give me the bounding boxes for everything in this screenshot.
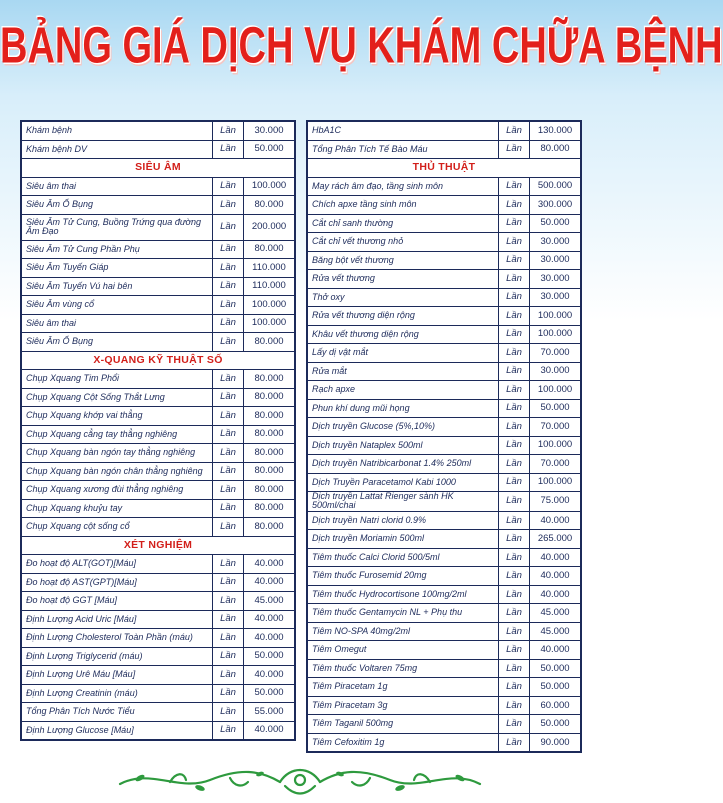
service-name: Đo hoạt độ AST(GPT)[Máu] (22, 573, 213, 592)
service-name: Cắt chỉ vết thương nhỏ (308, 233, 499, 252)
table-row (22, 407, 295, 426)
price-cell: 60.000 (530, 696, 581, 715)
unit-cell: Lần (499, 511, 530, 530)
price-cell: 70.000 (530, 418, 581, 437)
service-name: Chụp Xquang cẳng tay thẳng nghiêng (22, 425, 213, 444)
unit-cell: Lần (213, 122, 244, 141)
table-row (22, 555, 295, 574)
service-name: Chụp Xquang bàn ngón chân thẳng nghiêng (22, 462, 213, 481)
price-cell: 100.000 (530, 381, 581, 400)
service-name: Chụp Xquang xương đùi thẳng nghiêng (22, 481, 213, 500)
unit-cell: Lần (499, 530, 530, 549)
price-cell: 45.000 (530, 604, 581, 623)
table-row (22, 196, 295, 215)
price-cell: 50.000 (530, 659, 581, 678)
table-row (308, 307, 581, 326)
price-cell: 500.000 (530, 177, 581, 196)
service-name: Băng bột vết thương (308, 251, 499, 270)
section-title: X-QUANG KỸ THUẬT SỐ (22, 351, 295, 370)
table-row (308, 678, 581, 697)
price-cell: 55.000 (244, 703, 295, 722)
unit-cell: Lần (213, 259, 244, 278)
price-cell: 40.000 (530, 511, 581, 530)
unit-cell: Lần (499, 270, 530, 289)
service-name: Chụp Xquang cột sống cổ (22, 518, 213, 537)
price-cell: 50.000 (530, 214, 581, 233)
unit-cell: Lần (213, 240, 244, 259)
service-name: Lấy dị vật mắt (308, 344, 499, 363)
service-name: Siêu Âm Tử Cung Phần Phụ (22, 240, 213, 259)
service-name: Định Lượng Urê Máu [Máu] (22, 666, 213, 685)
price-cell: 80.000 (244, 481, 295, 500)
unit-cell: Lần (499, 196, 530, 215)
table-row (22, 140, 295, 159)
table-row (308, 715, 581, 734)
price-cell: 50.000 (244, 140, 295, 159)
service-name: HbA1C (308, 122, 499, 141)
price-cell: 80.000 (244, 425, 295, 444)
table-row (22, 481, 295, 500)
price-cell: 40.000 (244, 629, 295, 648)
service-name: Tiêm Piracetam 3g (308, 696, 499, 715)
price-cell: 80.000 (244, 240, 295, 259)
service-name: Tiêm thuốc Calci Clorid 500/5ml (308, 548, 499, 567)
price-cell: 100.000 (244, 296, 295, 315)
section-title: SIÊU ÂM (22, 159, 295, 178)
service-name: Cắt chỉ sanh thường (308, 214, 499, 233)
table-row (22, 177, 295, 196)
service-name: Dịch truyền Natribicarbonat 1.4% 250ml (308, 455, 499, 474)
table-row (308, 567, 581, 586)
price-cell: 80.000 (530, 140, 581, 159)
table-row (308, 418, 581, 437)
service-name: Chụp Xquang khuỷu tay (22, 499, 213, 518)
price-cell: 100.000 (530, 473, 581, 492)
table-row (22, 610, 295, 629)
price-cell: 70.000 (530, 455, 581, 474)
table-row (22, 592, 295, 611)
unit-cell: Lần (213, 407, 244, 426)
table-row (308, 196, 581, 215)
unit-cell: Lần (499, 455, 530, 474)
service-name: Chụp Xquang Cột Sống Thắt Lưng (22, 388, 213, 407)
floral-ornament-divider (110, 762, 490, 798)
service-name: Khám bệnh DV (22, 140, 213, 159)
table-row (22, 629, 295, 648)
unit-cell: Lần (499, 325, 530, 344)
service-name: Dịch truyền Nataplex 500ml (308, 436, 499, 455)
unit-cell: Lần (213, 499, 244, 518)
table-row (308, 455, 581, 474)
unit-cell: Lần (499, 696, 530, 715)
table-row (308, 362, 581, 381)
table-row (308, 622, 581, 641)
unit-cell: Lần (499, 715, 530, 734)
service-name: Tiêm NO-SPA 40mg/2ml (308, 622, 499, 641)
price-cell: 45.000 (530, 622, 581, 641)
price-cell: 40.000 (244, 666, 295, 685)
table-row (308, 140, 581, 159)
table-row (308, 604, 581, 623)
table-row (308, 214, 581, 233)
service-name: Dịch Truyền Paracetamol Kabi 1000 (308, 473, 499, 492)
price-cell: 110.000 (244, 277, 295, 296)
unit-cell: Lần (213, 333, 244, 352)
price-cell: 40.000 (244, 573, 295, 592)
unit-cell: Lần (499, 140, 530, 159)
unit-cell: Lần (499, 492, 530, 512)
price-cell: 30.000 (530, 288, 581, 307)
unit-cell: Lần (213, 314, 244, 333)
page-title: BẢNG GIÁ DỊCH VỤ KHÁM CHỮA BỆNH (0, 18, 723, 75)
price-cell: 80.000 (244, 499, 295, 518)
table-row (22, 296, 295, 315)
price-cell: 30.000 (530, 233, 581, 252)
service-name: Đo hoạt độ GGT [Máu] (22, 592, 213, 611)
price-cell: 30.000 (530, 270, 581, 289)
service-name: Dịch truyền Moriamin 500ml (308, 530, 499, 549)
service-name: Siêu âm thai (22, 314, 213, 333)
service-name: Rửa vết thương diện rộng (308, 307, 499, 326)
price-cell: 40.000 (530, 641, 581, 660)
service-name: Tiêm thuốc Voltaren 75mg (308, 659, 499, 678)
table-row (22, 518, 295, 537)
service-name: Tiêm thuốc Gentamycin NL + Phụ thu (308, 604, 499, 623)
service-name: Dịch truyền Natri clorid 0.9% (308, 511, 499, 530)
table-row (22, 314, 295, 333)
price-cell: 50.000 (244, 684, 295, 703)
service-name: Siêu Âm vùng cổ (22, 296, 213, 315)
price-cell: 100.000 (530, 307, 581, 326)
unit-cell: Lần (213, 610, 244, 629)
table-row (22, 462, 295, 481)
unit-cell: Lần (499, 622, 530, 641)
unit-cell: Lần (499, 344, 530, 363)
service-name: Tổng Phân Tích Nước Tiểu (22, 703, 213, 722)
price-cell: 40.000 (530, 548, 581, 567)
unit-cell: Lần (499, 307, 530, 326)
price-cell: 30.000 (244, 122, 295, 141)
section-title: XÉT NGHIỆM (22, 536, 295, 555)
price-cell: 45.000 (244, 592, 295, 611)
unit-cell: Lần (499, 214, 530, 233)
unit-cell: Lần (499, 733, 530, 752)
service-name: Định Lượng Acid Uric [Máu] (22, 610, 213, 629)
table-row (308, 399, 581, 418)
unit-cell: Lần (499, 473, 530, 492)
unit-cell: Lần (499, 585, 530, 604)
unit-cell: Lần (213, 425, 244, 444)
price-cell: 100.000 (244, 177, 295, 196)
table-row (308, 177, 581, 196)
service-name: Siêu âm thai (22, 177, 213, 196)
service-name: Dịch truyền Lattat Rienger sành HK 500ml/chai (308, 492, 499, 512)
table-row (308, 251, 581, 270)
table-row (308, 344, 581, 363)
unit-cell: Lần (499, 362, 530, 381)
unit-cell: Lần (213, 573, 244, 592)
unit-cell: Lần (213, 592, 244, 611)
unit-cell: Lần (213, 140, 244, 159)
service-name: Khám bệnh (22, 122, 213, 141)
table-row (22, 666, 295, 685)
service-name: Chụp Xquang bàn ngón tay thẳng nghiêng (22, 444, 213, 463)
service-name: Siêu Âm Tuyến Giáp (22, 259, 213, 278)
table-row (308, 325, 581, 344)
table-row (22, 721, 295, 740)
table-row (308, 492, 581, 512)
table-row (22, 240, 295, 259)
service-name: Chụp Xquang khớp vai thẳng (22, 407, 213, 426)
table-row (308, 381, 581, 400)
unit-cell: Lần (213, 462, 244, 481)
service-name: Dịch truyền Glucose (5%,10%) (308, 418, 499, 437)
table-row (308, 511, 581, 530)
table-row (22, 647, 295, 666)
price-cell: 80.000 (244, 333, 295, 352)
price-cell: 40.000 (244, 555, 295, 574)
service-name: Rửa vết thương (308, 270, 499, 289)
service-name: Tổng Phân Tích Tế Bào Máu (308, 140, 499, 159)
table-row (22, 122, 295, 141)
price-cell: 80.000 (244, 444, 295, 463)
price-cell: 40.000 (244, 610, 295, 629)
unit-cell: Lần (499, 251, 530, 270)
table-row (308, 585, 581, 604)
price-cell: 40.000 (244, 721, 295, 740)
price-cell: 200.000 (244, 214, 295, 240)
unit-cell: Lần (213, 721, 244, 740)
service-name: Tiêm Piracetam 1g (308, 678, 499, 697)
unit-cell: Lần (499, 567, 530, 586)
service-name: Định Lượng Creatinin (máu) (22, 684, 213, 703)
table-row (22, 214, 295, 240)
price-cell: 50.000 (530, 715, 581, 734)
unit-cell: Lần (499, 177, 530, 196)
unit-cell: Lần (213, 177, 244, 196)
unit-cell: Lần (499, 233, 530, 252)
price-cell: 70.000 (530, 344, 581, 363)
unit-cell: Lần (213, 518, 244, 537)
price-cell: 300.000 (530, 196, 581, 215)
unit-cell: Lần (213, 555, 244, 574)
service-name: Chích apxe tầng sinh môn (308, 196, 499, 215)
unit-cell: Lần (213, 277, 244, 296)
unit-cell: Lần (499, 418, 530, 437)
table-row (308, 659, 581, 678)
table-row (22, 259, 295, 278)
service-name: Siêu Âm Tuyến Vú hai bên (22, 277, 213, 296)
unit-cell: Lần (213, 684, 244, 703)
table-row (308, 473, 581, 492)
section-header (308, 159, 581, 178)
service-name: Tiêm Taganil 500mg (308, 715, 499, 734)
price-cell: 80.000 (244, 518, 295, 537)
service-name: Tiêm thuốc Furosemid 20mg (308, 567, 499, 586)
price-cell: 80.000 (244, 196, 295, 215)
service-name: Siêu Âm Tử Cung, Buồng Trứng qua đường Âm Đạo (22, 214, 213, 240)
table-row (22, 370, 295, 389)
unit-cell: Lần (499, 122, 530, 141)
unit-cell: Lần (499, 399, 530, 418)
table-row (308, 233, 581, 252)
table-row (308, 122, 581, 141)
service-name: May rách âm đạo, tầng sinh môn (308, 177, 499, 196)
price-cell: 90.000 (530, 733, 581, 752)
table-row (308, 733, 581, 752)
price-table-right (306, 120, 582, 753)
service-name: Tiêm Cefoxitim 1g (308, 733, 499, 752)
price-cell: 100.000 (530, 325, 581, 344)
unit-cell: Lần (213, 196, 244, 215)
service-name: Rửa mắt (308, 362, 499, 381)
price-table-left (20, 120, 296, 741)
unit-cell: Lần (213, 647, 244, 666)
price-cell: 75.000 (530, 492, 581, 512)
table-row (308, 288, 581, 307)
price-cell: 100.000 (530, 436, 581, 455)
price-cell: 30.000 (530, 362, 581, 381)
unit-cell: Lần (499, 678, 530, 697)
unit-cell: Lần (213, 481, 244, 500)
price-cell: 50.000 (530, 399, 581, 418)
section-title: THỦ THUẬT (308, 159, 581, 178)
service-name: Định Lượng Glucose [Máu] (22, 721, 213, 740)
price-cell: 265.000 (530, 530, 581, 549)
service-name: Định Lượng Triglycerid (máu) (22, 647, 213, 666)
service-name: Chụp Xquang Tim Phổi (22, 370, 213, 389)
table-row (22, 388, 295, 407)
section-header (22, 351, 295, 370)
unit-cell: Lần (499, 659, 530, 678)
service-name: Tiêm thuốc Hydrocortisone 100mg/2ml (308, 585, 499, 604)
price-cell: 40.000 (530, 585, 581, 604)
unit-cell: Lần (499, 288, 530, 307)
table-row (308, 530, 581, 549)
price-cell: 80.000 (244, 462, 295, 481)
service-name: Siêu Âm Ổ Bụng (22, 196, 213, 215)
price-cell: 100.000 (244, 314, 295, 333)
price-cell: 80.000 (244, 407, 295, 426)
service-name: Siêu Âm Ổ Bụng (22, 333, 213, 352)
unit-cell: Lần (213, 629, 244, 648)
table-row (22, 684, 295, 703)
price-cell: 50.000 (244, 647, 295, 666)
unit-cell: Lần (213, 214, 244, 240)
service-name: Định Lượng Cholesterol Toàn Phần (máu) (22, 629, 213, 648)
unit-cell: Lần (213, 444, 244, 463)
table-row (308, 270, 581, 289)
table-row (308, 696, 581, 715)
table-row (308, 548, 581, 567)
price-cell: 80.000 (244, 370, 295, 389)
service-name: Đo hoạt độ ALT(GOT)[Máu] (22, 555, 213, 574)
unit-cell: Lần (499, 548, 530, 567)
unit-cell: Lần (499, 604, 530, 623)
table-row (308, 436, 581, 455)
unit-cell: Lần (213, 666, 244, 685)
table-row (22, 277, 295, 296)
service-name: Tiêm Omegut (308, 641, 499, 660)
price-cell: 130.000 (530, 122, 581, 141)
section-header (22, 159, 295, 178)
price-cell: 30.000 (530, 251, 581, 270)
table-row (22, 444, 295, 463)
unit-cell: Lần (499, 641, 530, 660)
unit-cell: Lần (213, 388, 244, 407)
unit-cell: Lần (213, 703, 244, 722)
section-header (22, 536, 295, 555)
table-row (22, 703, 295, 722)
unit-cell: Lần (213, 370, 244, 389)
unit-cell: Lần (499, 381, 530, 400)
table-row (22, 499, 295, 518)
unit-cell: Lần (499, 436, 530, 455)
price-cell: 110.000 (244, 259, 295, 278)
table-row (22, 573, 295, 592)
table-row (22, 333, 295, 352)
price-cell: 50.000 (530, 678, 581, 697)
unit-cell: Lần (213, 296, 244, 315)
service-name: Khâu vết thương diện rộng (308, 325, 499, 344)
table-row (22, 425, 295, 444)
service-name: Rạch apxe (308, 381, 499, 400)
price-cell: 40.000 (530, 567, 581, 586)
price-cell: 80.000 (244, 388, 295, 407)
table-row (308, 641, 581, 660)
service-name: Phun khí dung mũi họng (308, 399, 499, 418)
service-name: Thở oxy (308, 288, 499, 307)
